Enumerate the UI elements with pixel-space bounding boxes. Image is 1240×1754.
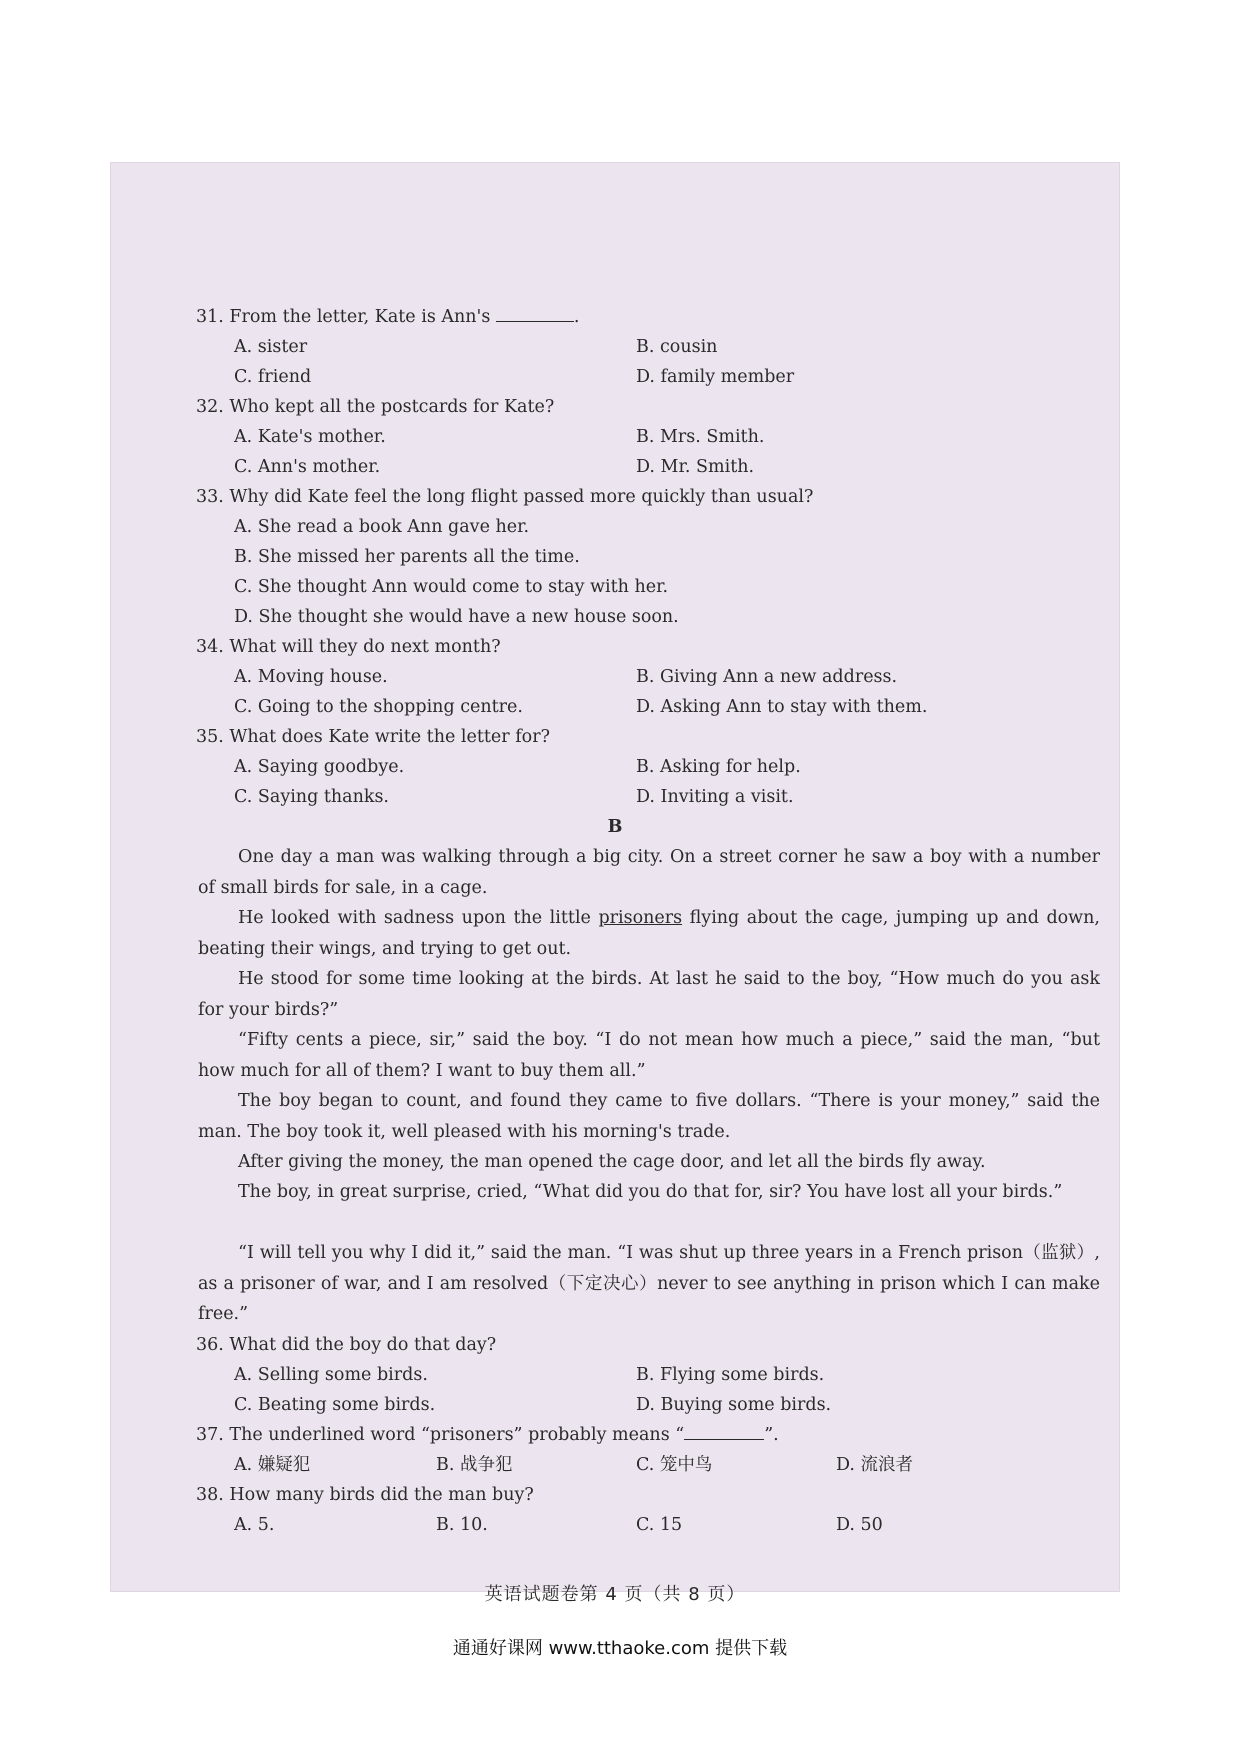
question-34: 34. What will they do next month? (196, 637, 501, 657)
option-32-d: D. Mr. Smith. (636, 457, 755, 477)
passage-paragraph-6 (198, 1147, 1100, 1178)
option-33-c: C. She thought Ann would come to stay with her. (234, 577, 669, 597)
page-footer: 英语试题卷第 4 页（共 8 页） (484, 1584, 746, 1605)
option-36-d: D. Buying some birds. (636, 1395, 832, 1415)
option-32-c: C. Ann's mother. (234, 457, 381, 477)
underlined-word: prisoners (598, 908, 683, 928)
question-31-stem-tail: . (573, 307, 580, 327)
option-38-d: D. 50 (836, 1515, 883, 1535)
passage-text: He looked with sadness upon the little (238, 908, 599, 928)
option-35-c: C. Saying thanks. (234, 787, 389, 807)
option-32-b: B. Mrs. Smith. (636, 427, 765, 447)
option-34-c: C. Going to the shopping centre. (234, 697, 523, 717)
option-33-b: B. She missed her parents all the time. (234, 547, 580, 567)
question-37 (196, 1420, 779, 1451)
passage-paragraph-2 (198, 903, 1100, 964)
question-37-stem-tail: ”. (764, 1425, 779, 1445)
download-note: 通通好课网 www.tthaoke.com 提供下载 (452, 1638, 788, 1659)
question-33: 33. Why did Kate feel the long flight passed more quickly than usual? (196, 487, 814, 507)
passage-text: The boy began to count, and found they came to five dollars. “There is your money,” said the man. The boy took it, well pleased with his morning's trade. (198, 1091, 1100, 1142)
option-31-c: C. friend (234, 367, 312, 387)
option-32-a: A. Kate's mother. (234, 427, 386, 447)
option-34-b: B. Giving Ann a new address. (636, 667, 898, 687)
passage-text: flying about the cage, jumping up and down, beating their wings, and trying to get out. (198, 908, 1100, 959)
question-35: 35. What does Kate write the letter for? (196, 727, 550, 747)
option-33-d: D. She thought she would have a new house soon. (234, 607, 679, 627)
passage-paragraph-8 (198, 1238, 1100, 1330)
option-35-a: A. Saying goodbye. (234, 757, 405, 777)
option-38-b: B. 10. (436, 1515, 488, 1535)
option-33-a: A. She read a book Ann gave her. (234, 517, 530, 537)
option-36-b: B. Flying some birds. (636, 1365, 825, 1385)
option-38-a: A. 5. (234, 1515, 275, 1535)
answer-blank (496, 303, 574, 322)
option-37-b: B. 战争犯 (436, 1455, 513, 1475)
scanned-page (110, 162, 1120, 1605)
page-content (110, 162, 1120, 1605)
passage-paragraph-5 (198, 1086, 1100, 1147)
passage-text: The boy, in great surprise, cried, “What did you do that for, sir? You have lost all your birds.” (238, 1182, 1063, 1202)
option-35-d: D. Inviting a visit. (636, 787, 794, 807)
option-37-a: A. 嫌疑犯 (234, 1455, 311, 1475)
passage-paragraph-4 (198, 1025, 1100, 1086)
passage-paragraph-3 (198, 964, 1100, 1025)
passage-text: One day a man was walking through a big city. On a street corner he saw a boy with a number of small birds for sale, in a cage. (198, 847, 1100, 898)
question-32: 32. Who kept all the postcards for Kate? (196, 397, 555, 417)
option-35-b: B. Asking for help. (636, 757, 801, 777)
question-31 (196, 302, 580, 333)
passage-text: After giving the money, the man opened the cage door, and let all the birds fly away. (238, 1152, 986, 1172)
option-37-c: C. 笼中鸟 (636, 1455, 713, 1475)
question-36: 36. What did the boy do that day? (196, 1335, 497, 1355)
option-38-c: C. 15 (636, 1515, 683, 1535)
option-36-a: A. Selling some birds. (234, 1365, 428, 1385)
passage-text: “Fifty cents a piece, sir,” said the boy. “I do not mean how much a piece,” said the man, “but how much for all of them? I want to buy them all.” (198, 1030, 1100, 1081)
passage-text: He stood for some time looking at the birds. At last he said to the boy, “How much do you ask for your birds?” (198, 969, 1100, 1020)
option-36-c: C. Beating some birds. (234, 1395, 436, 1415)
option-34-a: A. Moving house. (234, 667, 388, 687)
option-34-d: D. Asking Ann to stay with them. (636, 697, 928, 717)
question-37-stem: 37. The underlined word “prisoners” probably means “ (196, 1425, 685, 1445)
section-b-title: B (607, 817, 623, 837)
option-31-d: D. family member (636, 367, 795, 387)
answer-blank (684, 1421, 764, 1440)
option-31-a: A. sister (234, 337, 308, 357)
passage-text: “I will tell you why I did it,” said the man. “I was shut up three years in a French prison（监狱）, as a prisoner of war, and I am resolved（下定决心）never to see anything in prison which I can make free.” (198, 1243, 1100, 1324)
option-37-d: D. 流浪者 (836, 1455, 914, 1475)
question-31-stem: 31. From the letter, Kate is Ann's (196, 307, 491, 327)
question-38: 38. How many birds did the man buy? (196, 1485, 534, 1505)
passage-paragraph-1 (198, 842, 1100, 903)
passage-paragraph-7 (198, 1177, 1100, 1208)
option-31-b: B. cousin (636, 337, 718, 357)
